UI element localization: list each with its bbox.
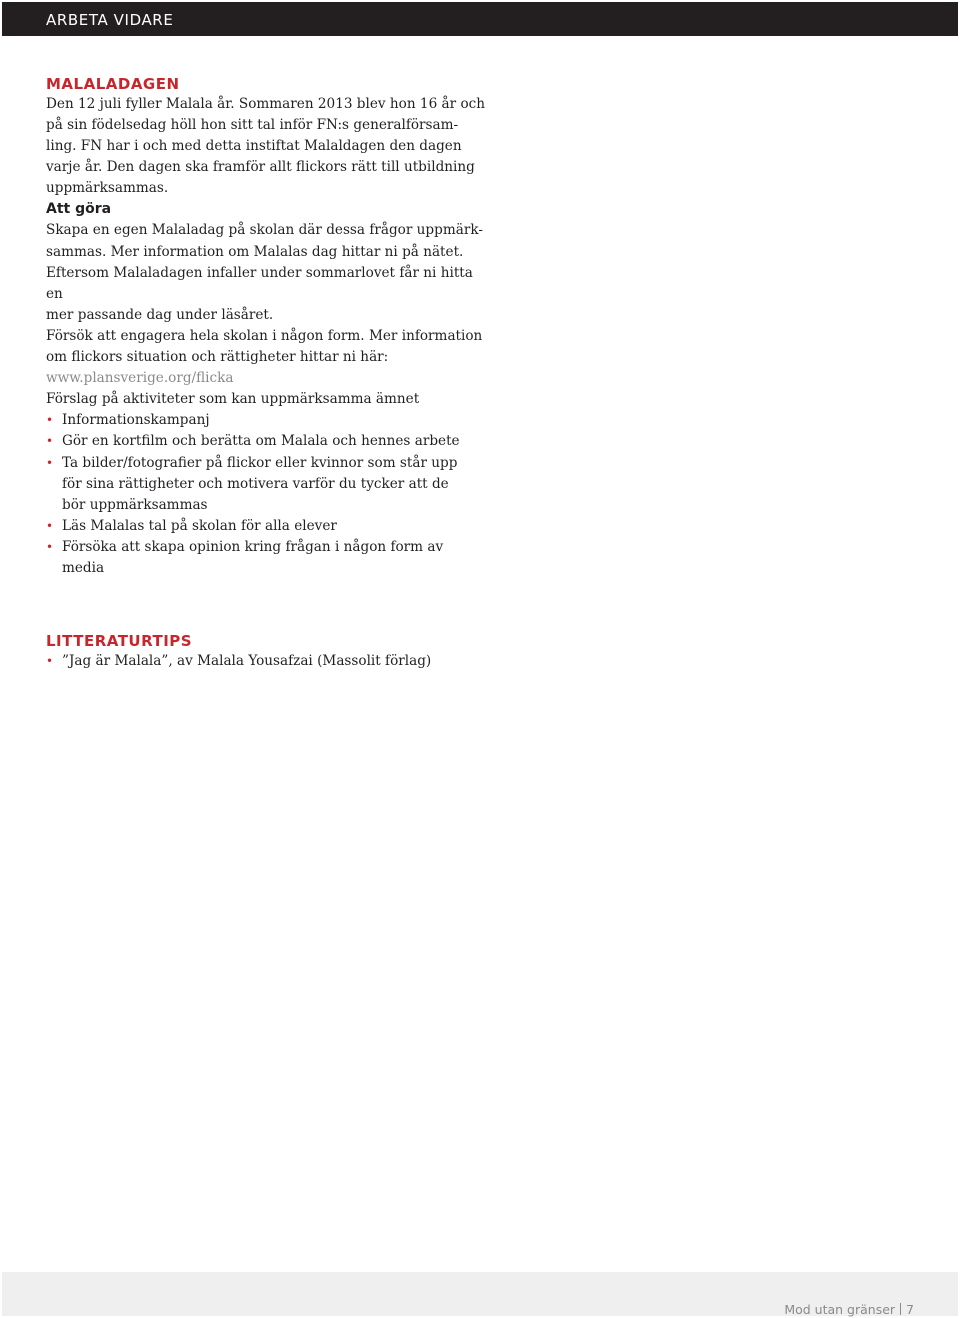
list-item-text: Informationskampanj xyxy=(62,412,210,429)
text-line: varje år. Den dagen ska framför allt flickors rätt till utbildning xyxy=(46,159,475,176)
suggestions-intro: Förslag på aktiviteter som kan uppmärksamma ämnet xyxy=(46,391,420,408)
plan-sverige-link[interactable]: www.plansverige.org/flicka xyxy=(46,370,234,387)
bullet-icon: • xyxy=(46,518,54,533)
bullet-icon: • xyxy=(46,539,54,554)
list-item xyxy=(46,453,486,516)
list-item-text: Försöka att skapa opinion kring frågan i någon form av media xyxy=(62,538,444,576)
text-line: sammas. Mer information om Malalas dag hittar ni på nätet. xyxy=(46,243,464,260)
publication-name: Mod utan gränser xyxy=(784,1302,896,1317)
list-item-text: bör uppmärksammas xyxy=(62,496,208,513)
text-line: Skapa en egen Malaladag på skolan där dessa frågor uppmärk- xyxy=(46,222,483,239)
section-spacer xyxy=(46,579,486,629)
list-item xyxy=(46,651,486,672)
activity-list xyxy=(46,410,486,579)
text-line: om flickors situation och rättigheter hittar ni här: xyxy=(46,349,389,366)
todo-paragraph xyxy=(46,220,486,389)
bullet-icon: • xyxy=(46,434,54,449)
section-heading-malaladagen: MALALADAGEN xyxy=(46,75,180,93)
bullet-icon: • xyxy=(46,455,54,470)
footer-divider xyxy=(900,1303,901,1315)
footer xyxy=(784,1302,914,1318)
list-item xyxy=(46,410,486,431)
list-item xyxy=(46,537,486,579)
bullet-icon: • xyxy=(46,413,54,428)
text-line: Eftersom Malaladagen infaller under sommarlovet får ni hitta en xyxy=(46,264,473,302)
list-item xyxy=(46,431,486,452)
list-item-text: för sina rättigheter och motivera varför du tycker att de xyxy=(62,475,449,492)
list-item-text: ”Jag är Malala”, av Malala Yousafzai (Massolit förlag) xyxy=(62,653,432,670)
text-line: på sin födelsedag höll hon sitt tal inför FN:s generalförsam- xyxy=(46,117,459,134)
section-heading-litteraturtips: LITTERATURTIPS xyxy=(46,632,193,651)
page-title: ARBETA VIDARE xyxy=(46,11,174,29)
text-line: Försök att engagera hela skolan i någon form. Mer information xyxy=(46,327,483,344)
bullet-icon: • xyxy=(46,654,54,669)
subheading-att-gora: Att göra xyxy=(46,201,112,218)
list-item-text: Läs Malalas tal på skolan för alla elever xyxy=(62,517,337,534)
text-line: uppmärksammas. xyxy=(46,180,169,197)
page-number: 7 xyxy=(906,1302,914,1317)
main-content xyxy=(46,72,486,672)
text-line: mer passande dag under läsåret. xyxy=(46,306,274,323)
list-item-text: Gör en kortfilm och berätta om Malala och hennes arbete xyxy=(62,433,460,450)
intro-paragraph xyxy=(46,94,486,199)
list-item xyxy=(46,516,486,537)
list-item-text: Ta bilder/fotografier på flickor eller kvinnor som står upp xyxy=(62,454,458,471)
text-line: ling. FN har i och med detta instiftat Malaldagen den dagen xyxy=(46,138,462,155)
literature-list xyxy=(46,651,486,672)
text-line: Den 12 juli fyller Malala år. Sommaren 2013 blev hon 16 år och xyxy=(46,96,486,112)
header-bar xyxy=(2,2,958,36)
